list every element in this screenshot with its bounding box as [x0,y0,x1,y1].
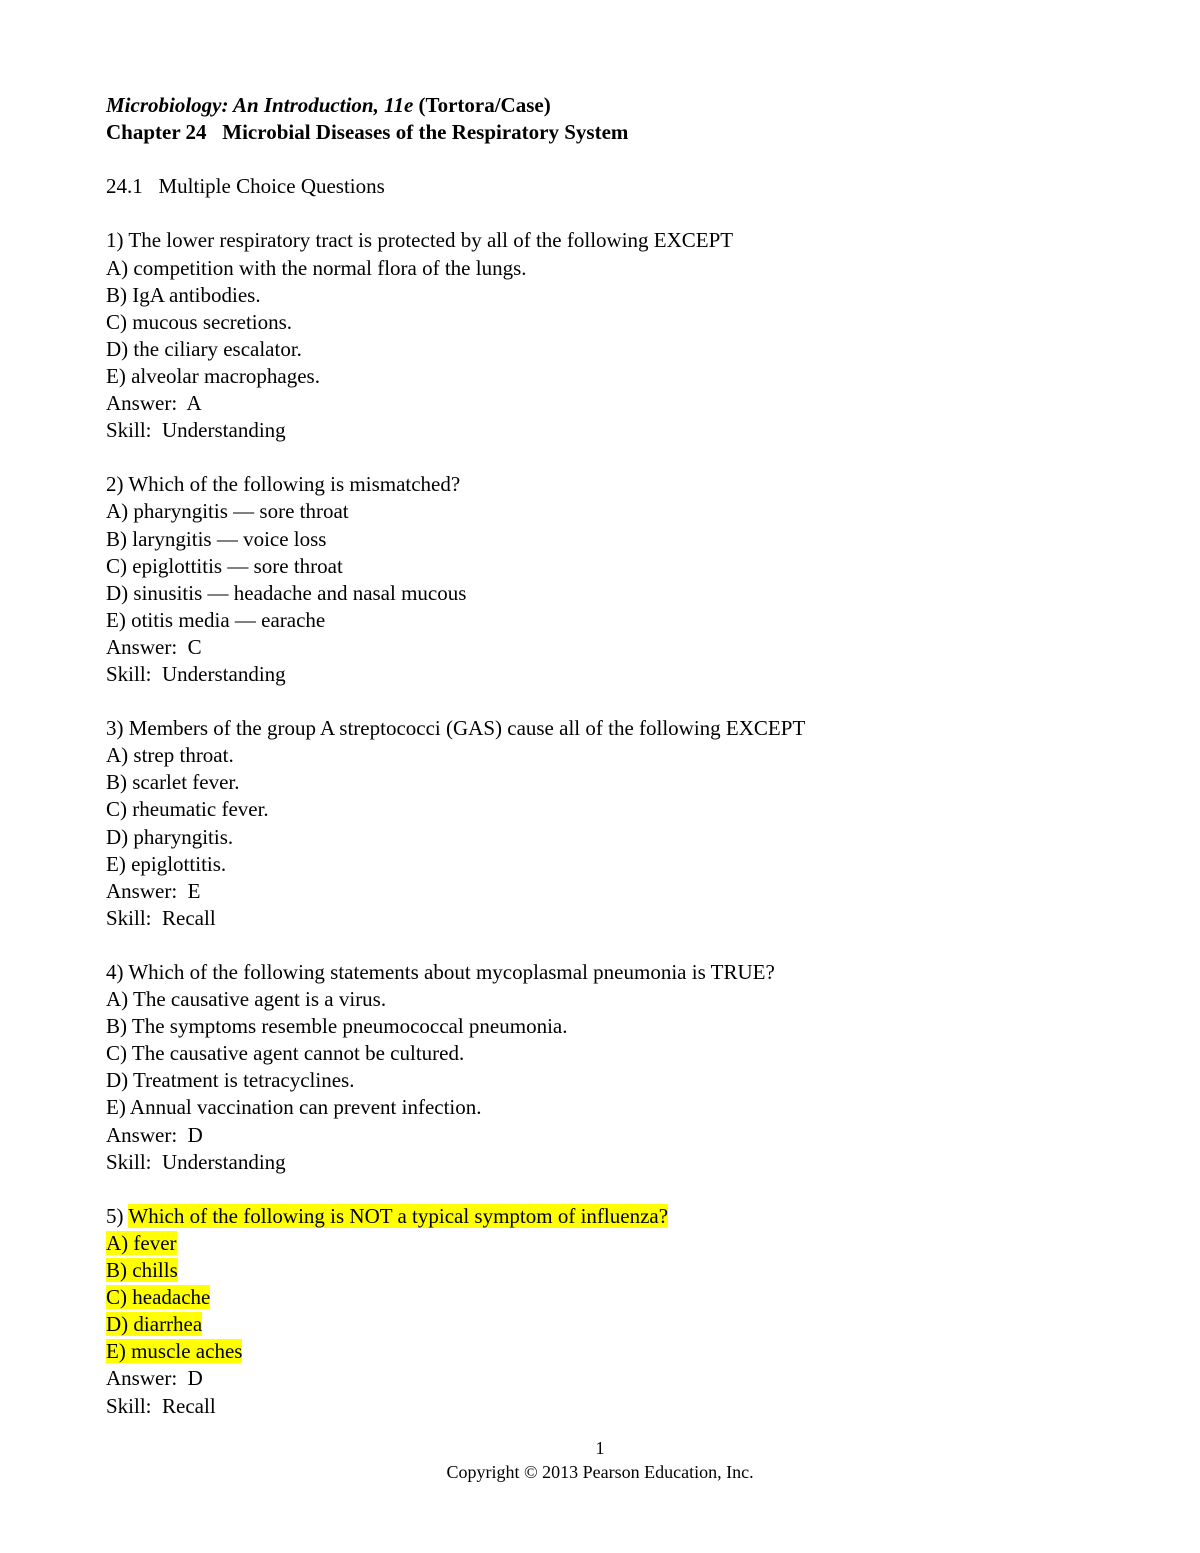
skill-level: Skill: Understanding [106,1149,286,1174]
answer-option: D) Treatment is tetracyclines. [106,1068,355,1093]
answer-option: A) strep throat. [106,743,234,768]
spacer [106,146,1106,173]
answer-option: E) Annual vaccination can prevent infection. [106,1095,482,1120]
answer-option: E) alveolar macrophages. [106,363,320,388]
answer-option: D) sinusitis — headache and nasal mucous [106,580,467,605]
question-4 [106,959,1106,1176]
copyright-notice: Copyright © 2013 Pearson Education, Inc. [446,1462,754,1482]
skill-level: Skill: Understanding [106,661,286,686]
book-authors: (Tortora/Case) [413,93,551,117]
question-stem: 4) Which of the following statements about mycoplasmal pneumonia is TRUE? [106,960,775,984]
answer-option: C) mucous secretions. [106,309,293,334]
skill-level: Skill: Recall [106,905,216,930]
answer-option [106,1338,1106,1365]
question-stem: 1) The lower respiratory tract is protected by all of the following EXCEPT [106,228,734,253]
spacer [106,444,1106,471]
question-stem: 2) Which of the following is mismatched? [106,472,461,497]
answer-option: C) rheumatic fever. [106,797,269,822]
question-1 [106,227,1106,444]
answer-key: Answer: C [106,634,202,659]
highlighted-option: D) diarrhea [106,1312,203,1337]
page-number: 1 [595,1438,605,1458]
question-3 [106,715,1106,932]
answer-option: A) competition with the normal flora of the lungs. [106,255,527,280]
answer-option: A) pharyngitis — sore throat [106,499,349,524]
section-heading: 24.1 Multiple Choice Questions [106,174,385,199]
spacer [106,1176,1106,1203]
question-stem [106,1203,1106,1230]
answer-option: C) The causative agent cannot be cultured. [106,1041,465,1066]
answer-option: E) epiglottitis. [106,851,227,876]
highlighted-option: B) chills [106,1258,178,1283]
answer-option [106,1230,1106,1257]
answer-option: B) laryngitis — voice loss [106,526,327,551]
question-stem: 3) Members of the group A streptococci (GAS) cause all of the following EXCEPT [106,716,806,741]
book-title-line [106,92,1106,119]
question-2 [106,471,1106,688]
answer-option: A) The causative agent is a virus. [106,987,387,1012]
answer-key: Answer: D [106,1366,203,1391]
document-page [106,92,1106,1420]
answer-key: Answer: D [106,1122,203,1147]
spacer [106,932,1106,959]
answer-key: Answer: E [106,878,201,903]
answer-option: D) the ciliary escalator. [106,336,302,361]
highlighted-option: E) muscle aches [106,1339,243,1364]
answer-option [106,1311,1106,1338]
answer-option: B) scarlet fever. [106,770,240,795]
answer-option: B) The symptoms resemble pneumococcal pneumonia. [106,1014,568,1039]
answer-option: D) pharyngitis. [106,824,234,849]
question-number: 5) [106,1203,129,1228]
highlighted-stem: Which of the following is NOT a typical symptom of influenza? [128,1203,669,1228]
answer-option [106,1284,1106,1311]
highlighted-option: A) fever [106,1230,177,1255]
skill-level: Skill: Understanding [106,418,286,443]
chapter-title: Chapter 24 Microbial Diseases of the Respiratory System [106,120,629,145]
spacer [106,688,1106,715]
answer-option [106,1257,1106,1284]
answer-option: B) IgA antibodies. [106,282,261,307]
answer-option: E) otitis media — earache [106,607,326,632]
question-5 [106,1203,1106,1420]
highlighted-option: C) headache [106,1285,211,1310]
spacer [106,200,1106,227]
book-title: Microbiology: An Introduction, 11e [106,93,414,117]
skill-level: Skill: Recall [106,1393,216,1418]
answer-key: Answer: A [106,391,202,416]
answer-option: C) epiglottitis — sore throat [106,553,343,578]
